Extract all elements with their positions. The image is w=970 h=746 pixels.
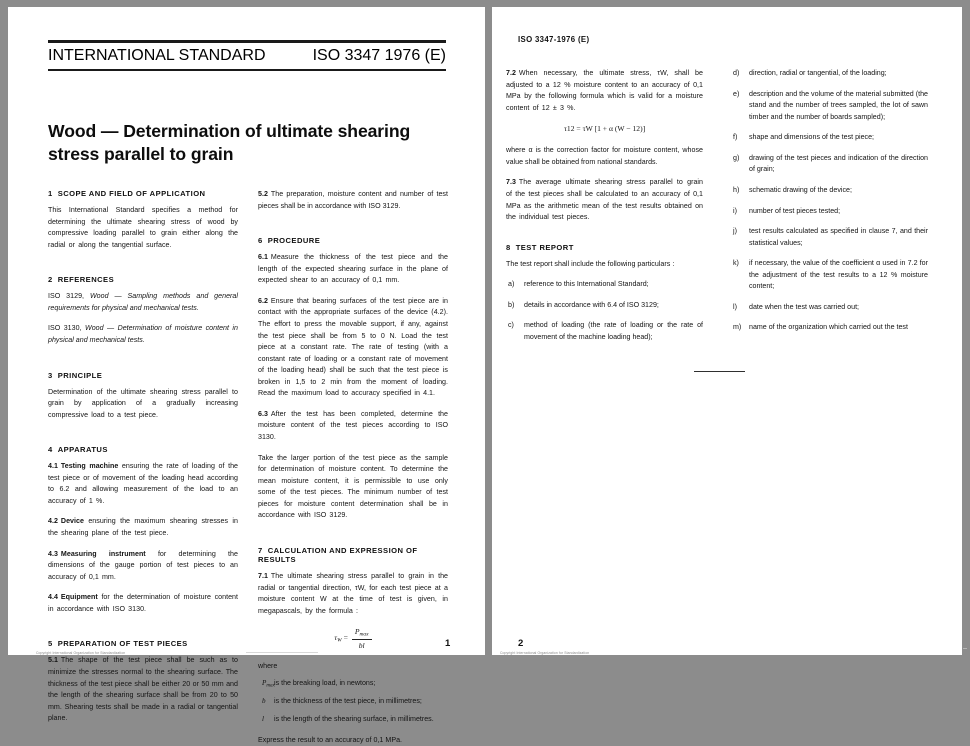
- report-item-g: [731, 153, 928, 176]
- definition-b-symbol: b: [262, 696, 266, 705]
- section-7-title: CALCULATION AND EXPRESSION OF RESULTS: [258, 545, 418, 564]
- section-2-heading: [48, 275, 238, 284]
- clause-6-3-number: 6.3: [258, 409, 268, 418]
- section-7-number: 7: [258, 545, 263, 555]
- section-6-heading: [258, 236, 448, 245]
- report-item-a-marker: a): [508, 280, 515, 289]
- report-item-j: [731, 226, 928, 249]
- report-item-k-marker: k): [733, 259, 739, 268]
- report-item-c: [506, 320, 703, 343]
- clause-4-4-text: for the determination of moisture content in accordance with ISO 3130.: [48, 593, 238, 613]
- clause-4-2: [48, 516, 238, 539]
- clause-7-3-number: 7.3: [506, 178, 516, 187]
- report-item-m-text: name of the organization which carried out the test: [749, 323, 908, 332]
- clause-5-1: [48, 655, 238, 724]
- report-item-d-text: direction, radial or tangential, of the loading;: [749, 69, 887, 77]
- section-1-heading: [48, 189, 238, 198]
- report-item-b-text: details in accordance with 6.4 of ISO 3129;: [524, 300, 659, 309]
- report-item-j-text: test results calculated as specified in clause 7, and their statistical values;: [749, 227, 928, 247]
- definition-l-text: is the length of the shearing surface, in millimetres.: [274, 715, 434, 724]
- clause-4-1-text: ensuring the rate of loading of the test piece or of movement of the loading head according to 6.2 and allowing measurement of the load to an accuracy of 1 %.: [48, 462, 238, 505]
- page-1-folio: 1: [445, 638, 451, 649]
- clause-5-2-text: The preparation, moisture content and number of test pieces shall be in accordance with ISO 3129.: [258, 190, 448, 210]
- clause-4-3: [48, 549, 238, 584]
- report-item-h-text: schematic drawing of the device;: [749, 185, 852, 194]
- page-2-left-column: [506, 68, 703, 352]
- clause-7-2-text: When necessary, the ultimate stress, τW, shall be adjusted to a 12 % moisture content to an accuracy of 0,1 MPa by the following formula which is valid for a moisture content of 12 ± 3 %.: [506, 69, 703, 112]
- where-label: where: [258, 661, 278, 670]
- report-item-k: [731, 258, 928, 293]
- clause-7-2-after: where α is the correction factor for moisture content, whose value shall be obtained from national standards.: [506, 146, 703, 166]
- clause-4-1-number: 4.1: [48, 462, 58, 471]
- report-item-h: [731, 185, 928, 197]
- section-3-title: PRINCIPLE: [57, 370, 103, 380]
- section-8-title: TEST REPORT: [515, 242, 574, 252]
- clause-4-3-number: 4.3: [48, 549, 58, 558]
- page-1-left-column: [48, 189, 238, 746]
- reference-iso-3129-title: Wood — Sampling methods and general requirements for physical and mechanical tests.: [48, 292, 238, 312]
- page-2-header-reference: ISO 3347-1976 (E): [518, 35, 590, 44]
- masthead-rule-bottom: [48, 69, 446, 72]
- report-item-d-marker: d): [733, 69, 740, 77]
- definition-pmax-text: is the breaking load, in newtons;: [274, 678, 376, 687]
- report-item-e: [731, 89, 928, 124]
- page-2-folio: 2: [518, 638, 524, 649]
- clause-4-1: [48, 461, 238, 507]
- report-item-i-marker: i): [733, 206, 737, 215]
- clause-5-1-number: 5.1: [48, 656, 58, 665]
- clause-7-1: [258, 571, 448, 617]
- definition-pmax-letter: P: [262, 678, 267, 687]
- page-2-columns: [506, 68, 928, 352]
- section-8-number: 8: [506, 242, 511, 252]
- page-1-columns: [48, 189, 451, 746]
- formula-equals: =: [343, 633, 348, 643]
- section-1-title: SCOPE AND FIELD OF APPLICATION: [57, 189, 206, 198]
- formula-numerator: [352, 627, 372, 639]
- clause-6-1-number: 6.1: [258, 253, 268, 262]
- clause-6-2-number: 6.2: [258, 296, 268, 305]
- report-item-i-text: number of test pieces tested;: [749, 206, 841, 215]
- report-item-l-text: date when the test was carried out;: [749, 302, 860, 311]
- section-5-number: 5: [48, 639, 53, 649]
- report-item-f: [731, 132, 928, 144]
- section-4-number: 4: [48, 445, 53, 455]
- section-5-title: PREPARATION OF TEST PIECES: [57, 639, 188, 649]
- definition-l: [258, 714, 448, 725]
- express-result-note: Express the result to an accuracy of 0,1 MPa.: [258, 735, 403, 744]
- formula-fraction: [352, 627, 372, 649]
- definition-pmax-subscript: max: [266, 681, 275, 688]
- report-item-j-marker: j): [733, 227, 737, 236]
- formula-tau-12: τ12 = τW [1 + α (W − 12)]: [563, 124, 646, 134]
- clause-4-3-text: for determining the dimensions of the gauge portion of test pieces to an accuracy of 0,1 mm.: [48, 549, 238, 581]
- page-2-right-column: [731, 68, 928, 352]
- report-item-b-marker: b): [508, 300, 515, 309]
- definition-pmax-symbol: [262, 678, 275, 689]
- section-4-title: APPARATUS: [57, 445, 108, 455]
- scan-artifact-tick: [963, 648, 967, 649]
- report-item-f-marker: f): [733, 133, 738, 142]
- report-item-b: [506, 300, 703, 312]
- formula-denominator: bl: [358, 640, 365, 650]
- reference-iso-3130-title: Wood — Determination of moisture content in physical and mechanical tests.: [48, 324, 238, 344]
- page-1-copyright-notice: Copyright International Organization for Standardization: [36, 651, 126, 655]
- masthead: [48, 40, 446, 71]
- report-item-f-text: shape and dimensions of the test piece;: [749, 133, 875, 142]
- clause-5-1-text: The shape of the test piece shall be such as to minimize the stresses normal to the shearing surface. The thickness of the test piece shall be either 20 or 50 mm and the length of the shearing surface shall be from 20 to 50 mm. Shearing tests shall be made in a radial or tangential plane.: [48, 656, 238, 723]
- report-item-l: [731, 302, 928, 314]
- section-1-paragraph: This International Standard specifies a method for determining the ultimate shearing stress of wood by compressive loading parallel to grain either along the radial or along the tangential surface.: [48, 206, 238, 249]
- report-item-c-text: method of loading (the rate of loading or the rate of movement of the machine loading head);: [524, 321, 703, 341]
- clause-6-1-text: Measure the thickness of the test piece and the length of the expected shearing surface in the plane of expected shear to an accuracy of 0,1 mm.: [258, 253, 448, 285]
- formula-numerator-symbol: P: [354, 627, 360, 637]
- report-item-c-marker: c): [508, 321, 514, 330]
- report-item-g-marker: g): [733, 153, 740, 162]
- page-2-section-divider-rule: [694, 371, 745, 372]
- section-4-heading: [48, 445, 238, 454]
- report-item-a: [506, 279, 703, 291]
- clause-4-3-lead: Measuring instrument: [60, 549, 146, 558]
- section-6-number: 6: [258, 236, 263, 246]
- page-1-right-column: [258, 189, 451, 746]
- clause-7-1-text: The ultimate shearing stress parallel to grain in the radial or tangential direction, τW, for each test piece at a moisture content W at the time of test is given, in megapascals, by the formula :: [258, 571, 448, 615]
- reference-iso-3129: [48, 291, 238, 314]
- clause-5-2: [258, 189, 448, 212]
- standard-label: INTERNATIONAL STANDARD: [48, 46, 266, 64]
- clause-7-3-text: The average ultimate shearing stress parallel to grain of the test pieces shall be calculated to an accuracy of 0,1 MPa as the arithmetic mean of the test results obtained on the individual test pieces.: [506, 178, 703, 222]
- section-3-heading: [48, 371, 238, 380]
- report-item-a-text: reference to this International Standard;: [524, 280, 649, 289]
- formula-lhs-subscript: W: [337, 637, 342, 644]
- clause-6-2-text: Ensure that bearing surfaces of the test piece are in contact with the appropriate surfaces of the device (4.2). The effort to press the movable support, if any, against the test piece shall be from 5 to 0 N. Load the test piece at a constant rate. The rate of testing (with a constant rate of loading or a constant rate of movement of the loading head) shall be such that the test piece is broken in 1,5 to 2 min from the moment of loading. Read the maximum load to accuracy specified in 4.1.: [258, 296, 448, 398]
- clause-5-2-number: 5.2: [258, 190, 268, 198]
- formula-numerator-subscript: max: [359, 631, 369, 638]
- page-1-faint-rule: [246, 652, 318, 653]
- clause-4-2-number: 4.2: [48, 517, 58, 526]
- clause-4-2-lead: Device: [60, 517, 84, 526]
- report-item-d: [731, 68, 928, 80]
- clause-7-2-number: 7.2: [506, 69, 516, 77]
- section-8-heading: [506, 243, 703, 252]
- standard-reference: ISO 3347 1976 (E): [312, 46, 446, 64]
- definition-b-text: is the thickness of the test piece, in millimetres;: [274, 696, 422, 705]
- section-3-number: 3: [48, 370, 53, 380]
- report-item-m: [731, 322, 928, 334]
- clause-4-4-lead: Equipment: [60, 593, 98, 602]
- report-item-k-text: if necessary, the value of the coefficient α used in 7.2 for the adjustment of the test results to a 12 % moisture content;: [749, 259, 928, 291]
- section-2-title: REFERENCES: [57, 275, 115, 285]
- section-8-intro: The test report shall include the following particulars :: [506, 259, 675, 268]
- section-3-paragraph: Determination of the ultimate shearing stress parallel to grain by application of a gradually increasing compressive load to a test piece.: [48, 387, 238, 419]
- formula-tau-w: [258, 627, 451, 650]
- section-5-heading: [48, 639, 238, 648]
- report-item-g-text: drawing of the test pieces and indication of the direction of grain;: [749, 153, 928, 174]
- reference-iso-3130-code: ISO 3130,: [48, 324, 82, 333]
- page-2-copyright-notice: Copyright International Organization for Standardization: [500, 651, 590, 655]
- page-title: Wood — Determination of ultimate shearing stress parallel to grain: [48, 121, 411, 164]
- clause-7-3: [506, 177, 703, 223]
- clause-6-2: [258, 296, 448, 400]
- report-item-m-marker: m): [733, 323, 742, 332]
- document-page-1: [8, 7, 485, 744]
- report-item-e-text: description and the volume of the material submitted (the stand and the number of trees sampled, the lot of sawn timber and the number of boards sampled);: [749, 89, 928, 121]
- section-1-number: 1: [48, 189, 53, 198]
- clause-7-2: [506, 68, 703, 114]
- clause-4-2-text: ensuring the maximum shearing stresses in the shearing plane of the test piece.: [48, 517, 238, 537]
- clause-4-1-lead: Testing machine: [60, 462, 119, 471]
- formula-lhs-symbol: τ: [334, 633, 338, 643]
- section-2-number: 2: [48, 275, 53, 285]
- clause-6-1: [258, 252, 448, 287]
- definition-pmax: [258, 678, 448, 689]
- section-6-title: PROCEDURE: [267, 236, 321, 246]
- clause-6-3-continued: Take the larger portion of the test piece as the sample for determination of moisture content. To determine the mean moisture content, it is permissible to use only some of the test pieces. The minimum number of test pieces for moisture content determination shall be in accordance with ISO 3129.: [258, 453, 448, 520]
- clause-6-3: [258, 409, 448, 444]
- reference-iso-3129-code: ISO 3129,: [48, 292, 85, 301]
- definition-b: [258, 696, 448, 707]
- symbol-definition-list: [258, 678, 448, 726]
- report-item-i: [731, 206, 928, 218]
- report-item-e-marker: e): [733, 89, 740, 98]
- report-item-l-marker: l): [733, 302, 737, 311]
- section-7-heading: [258, 546, 448, 564]
- reference-iso-3130: [48, 323, 238, 346]
- clause-6-3-text: After the test has been completed, determine the moisture content of the test pieces according to ISO 3130.: [258, 409, 448, 441]
- definition-l-symbol: l: [262, 715, 264, 724]
- clause-7-1-number: 7.1: [258, 571, 268, 580]
- clause-4-4-number: 4.4: [48, 593, 58, 602]
- masthead-row: [48, 43, 446, 69]
- clause-4-4: [48, 592, 238, 615]
- report-item-h-marker: h): [733, 185, 740, 194]
